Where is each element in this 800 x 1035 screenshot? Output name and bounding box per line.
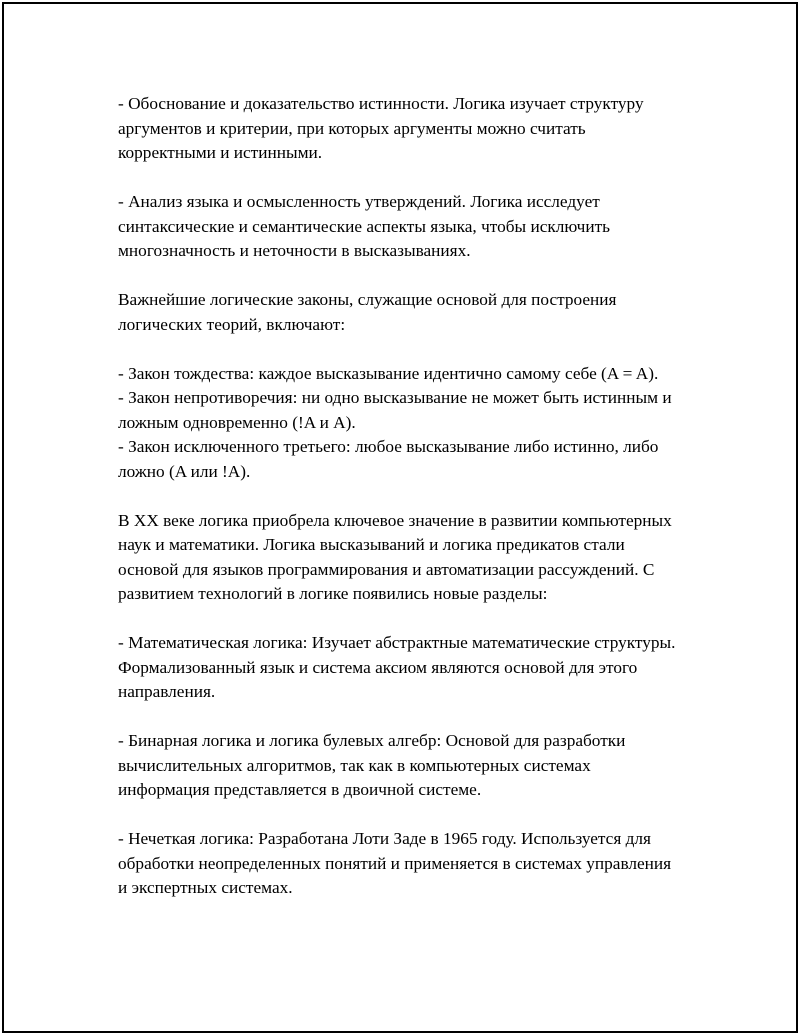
- paragraph-mathematical-logic: - Математическая логика: Изучает абстрактные математические структуры. Формализованный язык и система аксиом являются основой для этого направления.: [118, 633, 676, 701]
- paragraph-justification: - Обоснование и доказательство истинности. Логика изучает структуру аргументов и критерии, при которых аргументы можно считать корректными и истинными.: [118, 94, 644, 162]
- paragraph-laws-intro: Важнейшие логические законы, служащие основой для построения логических теорий, включают:: [118, 290, 617, 334]
- document-body: [118, 92, 678, 925]
- paragraph-fuzzy-logic: - Нечеткая логика: Разработана Лоти Заде в 1965 году. Используется для обработки неопределенных понятий и применяется в системах управления и экспертных системах.: [118, 829, 672, 897]
- law-excluded-middle: - Закон исключенного третьего: любое высказывание либо истинно, либо ложно (A или !A).: [118, 437, 659, 481]
- paragraph-language-analysis: - Анализ языка и осмысленность утверждений. Логика исследует синтаксические и семантические аспекты языка, чтобы исключить многозначность и неточности в высказываниях.: [118, 192, 611, 260]
- law-non-contradiction: - Закон непротиворечия: ни одно высказывание не может быть истинным и ложным одновременно (!A и A).: [118, 388, 672, 432]
- law-identity: - Закон тождества: каждое высказывание идентично самому себе (A = A).: [118, 363, 659, 383]
- paragraph-twentieth-century: В XX веке логика приобрела ключевое значение в развитии компьютерных наук и математики. Логика высказываний и логика предикатов стали основой для языков программирования и автоматизации рассуждений. С развитием технологий в логике появились новые разделы:: [118, 510, 672, 603]
- paragraph-binary-logic: - Бинарная логика и логика булевых алгебр: Основой для разработки вычислительных алгоритмов, так как в компьютерных системах информация представляется в двоичной системе.: [118, 731, 626, 799]
